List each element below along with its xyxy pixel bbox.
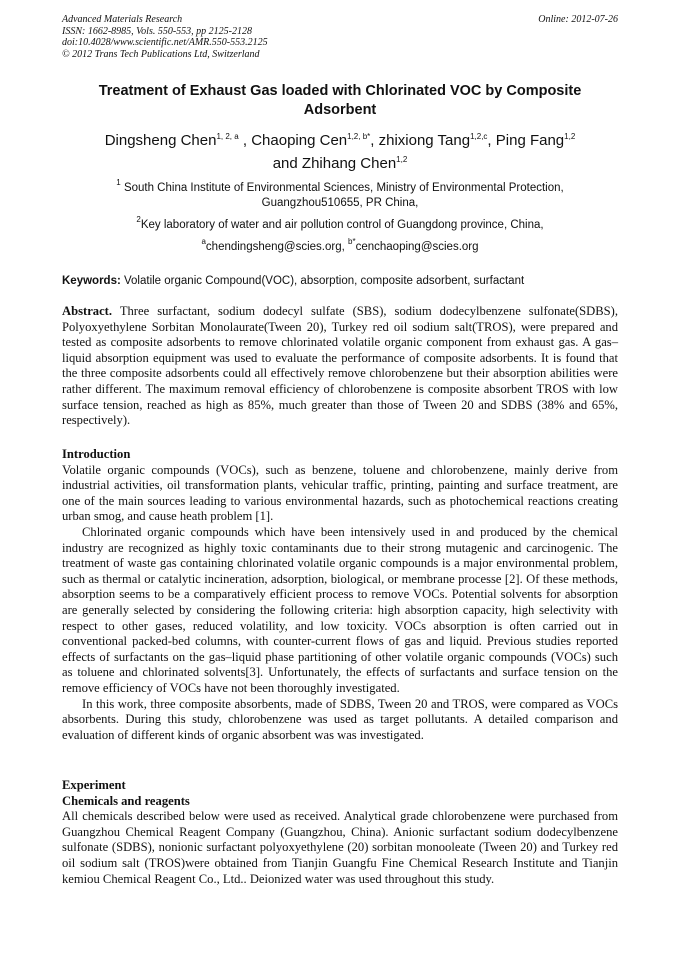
author-name: Dingsheng Chen bbox=[104, 132, 217, 149]
introduction-heading: Introduction bbox=[62, 447, 131, 461]
email-sup: a bbox=[201, 237, 206, 246]
email-sup: b* bbox=[348, 237, 356, 246]
abstract bbox=[62, 304, 618, 429]
author-affil-sup: 1,2 bbox=[564, 132, 576, 141]
experiment-heading: Experiment bbox=[62, 778, 126, 792]
journal-doi: doi:10.4028/www.scientific.net/AMR.550-553.2125 bbox=[62, 37, 268, 48]
affiliation-1 bbox=[62, 178, 618, 211]
abstract-label: Abstract. bbox=[62, 304, 113, 318]
author-line-1 bbox=[62, 129, 618, 152]
author-name: zhixiong Tang bbox=[378, 132, 471, 149]
intro-paragraph-2: Chlorinated organic compounds which have been intensively used in and produced by the chemical industry are recognized as highly toxic contaminants due to their strong mutagenic and carcinogenic. The treatment of waste gas containing chlorinated volatile organic compounds is a major environmental problem, such as thermal or catalytic incineration, adsorption, biological, or membrane processe [2]. Of these methods, absorption seems to be a comparatively efficient process to remove VOCs. Potential solvents for absorption are generally selected by considering the following criteria: high absorption capacity, high selectivity with respect to other gases, reduced volatility, and low toxicity. VOCs absorption is often carried out in conventional packed-bed columns, with counter-current flows of gas and liquid. Previous studies reported effects of surfactants on the gas–liquid phase partitioning of other volatile organic compounds (VOCs) such as toluene and chlorinated solvents[3]. Unfortunately, the effects of surfactants and surface tension on the remove efficiency of VOCs have not been thoroughly investigated. bbox=[62, 524, 618, 695]
journal-header bbox=[62, 14, 618, 60]
introduction-section bbox=[62, 447, 618, 743]
author-sep: , bbox=[238, 132, 252, 149]
affil-1-line-1: South China Institute of Environmental Sciences, Ministry of Environmental Protection, bbox=[123, 182, 564, 194]
paper-title: Treatment of Exhaust Gas loaded with Chlorinated VOC by Composite Adsorbent bbox=[98, 83, 582, 118]
intro-paragraph-1: Volatile organic compounds (VOCs), such as benzene, toluene and chlorobenzene, mainly derive from industrial activities, oil transformation plants, vehicular traffic, printing, painting and surface treatment, are one of the main sources leading to various environmental hazards, such as photochemical reactions creating urban smog, and cause heath problem [1]. bbox=[62, 462, 618, 524]
abstract-text: Three surfactant, sodium dodecyl sulfate (SBS), sodium dodecylbenzene sulfonate(SDBS), Polyoxyethylene Sorbitan Monolaurate(Tween 20), Turkey red oil sodium salt(TROS), were prepared and tested as composite adsorbents to remove chlorinated volatile organic component from exhaust gas. A gas–liquid absorption equipment was used to evaluate the performance of composite adsorbents. It is found that the three composite adsorbents could all effectively remove chlorobenzene but their absorption abilities were rather different. The maximum removal efficiency of chlorobenzene is composite absorbent TROS with low surface tension, reached as high as 85%, much greater than those of Tween 20 and SDBS (38% and 65%, respectively). bbox=[62, 304, 619, 428]
abstract-paragraph bbox=[62, 304, 618, 429]
author-affil-sup: 1, 2, a bbox=[216, 132, 239, 141]
intro-paragraph-3: In this work, three composite absorbents, made of SDBS, Tween 20 and TROS, were compared as VOCs absorbents. During this study, chlorobenzene was used as target pollutants. A detailed comparison and evaluation of different kinds of organic absorbent was was investigated. bbox=[62, 696, 618, 742]
author-sep: , bbox=[370, 132, 379, 149]
keywords-text: Volatile organic Compound(VOC), absorption, composite adsorbent, surfactant bbox=[124, 275, 525, 287]
experiment-paragraph-1: All chemicals described below were used as received. Analytical grade chlorobenzene were purchased from Guangzhou Chemical Reagent Company (Guangzhou, China). Anionic surfactant sodium dodecylbenzene sulfonate (SDBS), nonionic surfactant polyoxyethylene (20) sorbitan monooleate (Tween 20) and Turkey red oil sodium salt (TROS)were obtained from Tianjin Guangfu Fine Chemical Research Institute and Tianjin kemiou Chemical Reagent Co., Ltd.. Deionized water was used throughout this study. bbox=[62, 809, 618, 886]
author-affil-sup: 1,2, b* bbox=[347, 132, 371, 141]
affil-1-line-2: Guangzhou510655, PR China, bbox=[261, 197, 419, 209]
keywords bbox=[62, 275, 618, 287]
author-sep: , bbox=[487, 132, 496, 149]
author-line-2 bbox=[62, 152, 618, 175]
email-a-link[interactable]: chendingsheng@scies.org, bbox=[205, 241, 345, 253]
author-list bbox=[62, 129, 618, 175]
author-name: Chaoping Cen bbox=[251, 132, 348, 149]
author-name: Ping Fang bbox=[495, 132, 565, 149]
journal-copyright: © 2012 Trans Tech Publications Ltd, Switzerland bbox=[62, 48, 260, 60]
affiliation-2 bbox=[62, 215, 618, 233]
author-affil-sup: 1,2 bbox=[396, 155, 408, 164]
journal-issn: ISSN: 1662-8985, Vols. 550-553, pp 2125-2128 bbox=[62, 25, 252, 37]
affil-sup: 2 bbox=[136, 215, 141, 224]
email-b-link[interactable]: cenchaoping@scies.org bbox=[355, 241, 479, 253]
author-affil-sup: 1,2,c bbox=[470, 132, 488, 141]
author-name: Zhihang Chen bbox=[301, 155, 397, 172]
chemicals-subheading: Chemicals and reagents bbox=[62, 793, 190, 808]
keywords-label: Keywords: bbox=[62, 275, 121, 287]
email-line bbox=[62, 237, 618, 255]
experiment-section bbox=[62, 778, 618, 887]
journal-name: Advanced Materials Research bbox=[62, 14, 183, 25]
authors-and: and bbox=[272, 155, 302, 172]
affil-sup: 1 bbox=[116, 178, 121, 187]
online-date: Online: 2012-07-26 bbox=[538, 14, 618, 25]
affil-2-text: Key laboratory of water and air pollution control of Guangdong province, China, bbox=[140, 219, 544, 231]
